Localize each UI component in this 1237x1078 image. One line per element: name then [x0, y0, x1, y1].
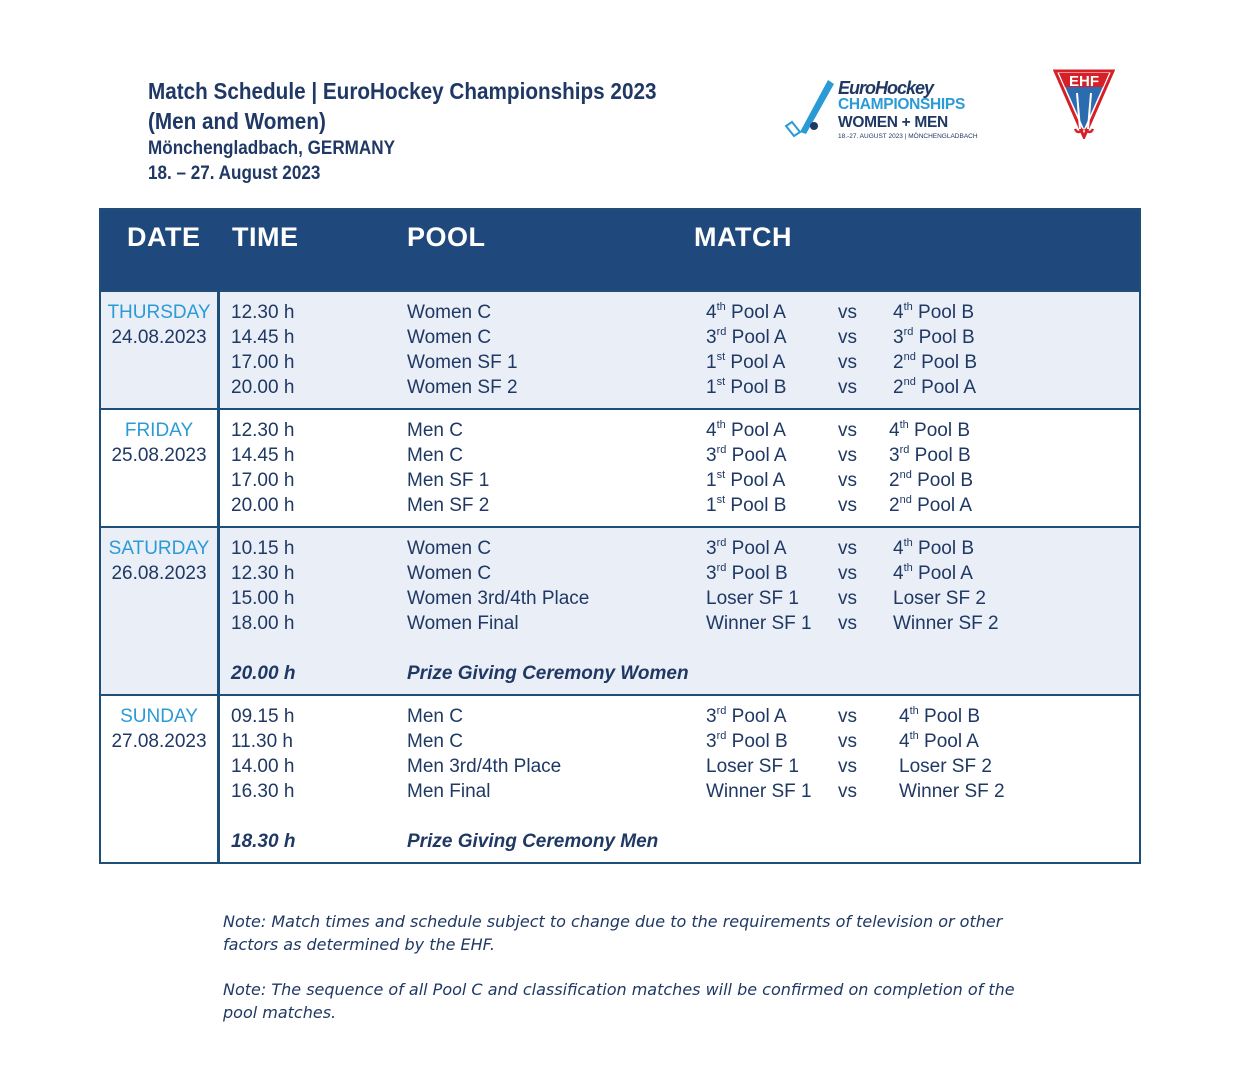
- day-date: 27.08.2023: [111, 731, 207, 752]
- match-vs: vs: [838, 470, 857, 491]
- document-header: [148, 76, 713, 186]
- logo-text-eurohockey: EuroHockey: [838, 78, 934, 98]
- match-home: 1st Pool A: [706, 469, 786, 491]
- match-pool: Women 3rd/4th Place: [407, 588, 590, 609]
- match-vs: vs: [838, 731, 857, 752]
- match-time: 14.45 h: [231, 327, 295, 348]
- match-time: 17.00 h: [231, 352, 295, 373]
- table-row: [231, 325, 1139, 350]
- table-row: [231, 443, 1139, 468]
- table-row: [231, 729, 1139, 754]
- match-pool: Men SF 1: [407, 470, 490, 491]
- match-away: 3rd Pool B: [889, 444, 971, 466]
- title-line-1: Match Schedule | EuroHockey Championships 2023: [148, 78, 657, 104]
- day-thursday: [101, 290, 1139, 408]
- ceremony-time: 20.00 h: [231, 663, 296, 684]
- logo-text-women-men: WOMEN + MEN: [838, 114, 948, 131]
- ehf-logo-text: EHF: [1069, 73, 1099, 90]
- table-row: [231, 300, 1139, 325]
- match-home: 3rd Pool A: [706, 444, 787, 466]
- match-pool: Men C: [407, 445, 463, 466]
- date-cell: [101, 292, 220, 408]
- match-pool: Men SF 2: [407, 495, 490, 516]
- spacer: [231, 636, 1139, 661]
- match-time: 12.30 h: [231, 563, 295, 584]
- match-away: 2nd Pool B: [889, 469, 974, 491]
- match-time: 14.45 h: [231, 445, 295, 466]
- match-pool: Men C: [407, 420, 463, 441]
- match-away: Loser SF 2: [893, 588, 986, 609]
- match-time: 15.00 h: [231, 588, 295, 609]
- table-row: [231, 704, 1139, 729]
- match-home: Winner SF 1: [706, 613, 812, 634]
- table-row: [231, 586, 1139, 611]
- match-vs: vs: [838, 563, 857, 584]
- spacer: [231, 804, 1139, 829]
- match-away: 4th Pool B: [899, 705, 981, 727]
- table-row: [231, 468, 1139, 493]
- match-pool: Women C: [407, 563, 492, 584]
- day-name: FRIDAY: [124, 420, 194, 441]
- match-away: 2nd Pool A: [889, 494, 973, 516]
- match-vs: vs: [838, 781, 857, 802]
- match-vs: vs: [838, 420, 857, 441]
- day-date: 26.08.2023: [111, 563, 207, 584]
- match-vs: vs: [838, 588, 857, 609]
- match-time: 16.30 h: [231, 781, 295, 802]
- match-pool: Women C: [407, 538, 492, 559]
- match-time: 17.00 h: [231, 470, 295, 491]
- match-time: 18.00 h: [231, 613, 295, 634]
- table-row: [231, 754, 1139, 779]
- match-vs: vs: [838, 538, 857, 559]
- match-away: 4th Pool A: [899, 730, 979, 752]
- table-row: [231, 561, 1139, 586]
- match-time: 14.00 h: [231, 756, 295, 777]
- match-away: 4th Pool B: [893, 537, 975, 559]
- day-name: SUNDAY: [120, 706, 198, 727]
- match-vs: vs: [838, 377, 857, 398]
- match-home: 4th Pool A: [706, 301, 786, 323]
- title-line-2: (Men and Women): [148, 108, 326, 134]
- match-vs: vs: [838, 495, 857, 516]
- match-time: 20.00 h: [231, 377, 295, 398]
- match-home: Loser SF 1: [706, 756, 799, 777]
- match-home: 1st Pool B: [706, 494, 787, 516]
- match-pool: Women SF 1: [407, 352, 518, 373]
- match-home: 3rd Pool B: [706, 730, 788, 752]
- match-time: 11.30 h: [231, 731, 293, 752]
- schedule-table: [99, 208, 1141, 864]
- match-vs: vs: [838, 706, 857, 727]
- ceremony-label: Prize Giving Ceremony Men: [407, 831, 659, 852]
- day-date: 24.08.2023: [111, 327, 207, 348]
- day-sunday: [101, 694, 1139, 862]
- date-cell: [101, 696, 220, 862]
- match-home: Loser SF 1: [706, 588, 799, 609]
- match-home: 1st Pool A: [706, 351, 786, 373]
- match-time: 10.15 h: [231, 538, 295, 559]
- day-name: THURSDAY: [107, 302, 211, 323]
- match-vs: vs: [838, 302, 857, 323]
- table-row: [231, 536, 1139, 561]
- note-television: Note: Match times and schedule subject to change due to the requirements of television or other factors as determined by the EHF.: [223, 912, 1003, 954]
- logo-text-championships: CHAMPIONSHIPS: [838, 96, 966, 113]
- match-home: 3rd Pool B: [706, 562, 788, 584]
- header-match: MATCH: [694, 222, 792, 252]
- table-row: [231, 611, 1139, 636]
- table-header: [101, 210, 1139, 290]
- location: Mönchengladbach, GERMANY: [148, 138, 396, 159]
- match-pool: Men 3rd/4th Place: [407, 756, 562, 777]
- match-away: 4th Pool A: [893, 562, 973, 584]
- date-range: 18. – 27. August 2023: [148, 163, 321, 184]
- match-home: Winner SF 1: [706, 781, 812, 802]
- day-date: 25.08.2023: [111, 445, 207, 466]
- match-vs: vs: [838, 327, 857, 348]
- match-away: 4th Pool B: [889, 419, 971, 441]
- match-away: 2nd Pool B: [893, 351, 978, 373]
- match-vs: vs: [838, 613, 857, 634]
- day-name: SATURDAY: [108, 538, 210, 559]
- match-pool: Women C: [407, 327, 492, 348]
- match-time: 12.30 h: [231, 302, 295, 323]
- ceremony-label: Prize Giving Ceremony Women: [407, 663, 689, 684]
- header-time: TIME: [232, 222, 299, 252]
- match-vs: vs: [838, 352, 857, 373]
- match-time: 20.00 h: [231, 495, 295, 516]
- table-row: [231, 350, 1139, 375]
- table-row: [231, 418, 1139, 443]
- header-pool: POOL: [407, 222, 486, 252]
- match-home: 1st Pool B: [706, 376, 787, 398]
- table-row: [231, 493, 1139, 518]
- day-friday: [101, 408, 1139, 526]
- match-pool: Men C: [407, 731, 463, 752]
- match-time: 09.15 h: [231, 706, 295, 727]
- logo-text-dates: 18.-27. AUGUST 2023 | MÖNCHENGLADBACH: [838, 133, 978, 140]
- match-pool: Women Final: [407, 613, 519, 634]
- match-away: 2nd Pool A: [893, 376, 977, 398]
- eurohockey-logo: [784, 78, 994, 146]
- match-time: 12.30 h: [231, 420, 295, 441]
- match-home: 3rd Pool A: [706, 537, 787, 559]
- match-away: Loser SF 2: [899, 756, 992, 777]
- match-home: 4th Pool A: [706, 419, 786, 441]
- match-pool: Women SF 2: [407, 377, 518, 398]
- table-row: [231, 375, 1139, 400]
- match-pool: Women C: [407, 302, 492, 323]
- match-away: Winner SF 2: [899, 781, 1005, 802]
- match-pool: Men C: [407, 706, 463, 727]
- match-away: Winner SF 2: [893, 613, 999, 634]
- match-pool: Men Final: [407, 781, 491, 802]
- match-home: 3rd Pool A: [706, 705, 787, 727]
- ceremony-row: [231, 661, 1139, 686]
- date-cell: [101, 528, 220, 694]
- date-cell: [101, 410, 220, 526]
- hockey-stick-icon: [784, 78, 836, 142]
- ehf-logo: [1053, 67, 1115, 139]
- ceremony-row: [231, 829, 1139, 854]
- note-pool-c: Note: The sequence of all Pool C and classification matches will be confirmed on completion of the pool matches.: [223, 980, 1015, 1022]
- match-away: 4th Pool B: [893, 301, 975, 323]
- match-vs: vs: [838, 445, 857, 466]
- notes: [223, 910, 1053, 1046]
- header-date: DATE: [127, 222, 201, 252]
- match-vs: vs: [838, 756, 857, 777]
- match-away: 3rd Pool B: [893, 326, 975, 348]
- day-saturday: [101, 526, 1139, 694]
- match-home: 3rd Pool A: [706, 326, 787, 348]
- table-row: [231, 779, 1139, 804]
- ceremony-time: 18.30 h: [231, 831, 296, 852]
